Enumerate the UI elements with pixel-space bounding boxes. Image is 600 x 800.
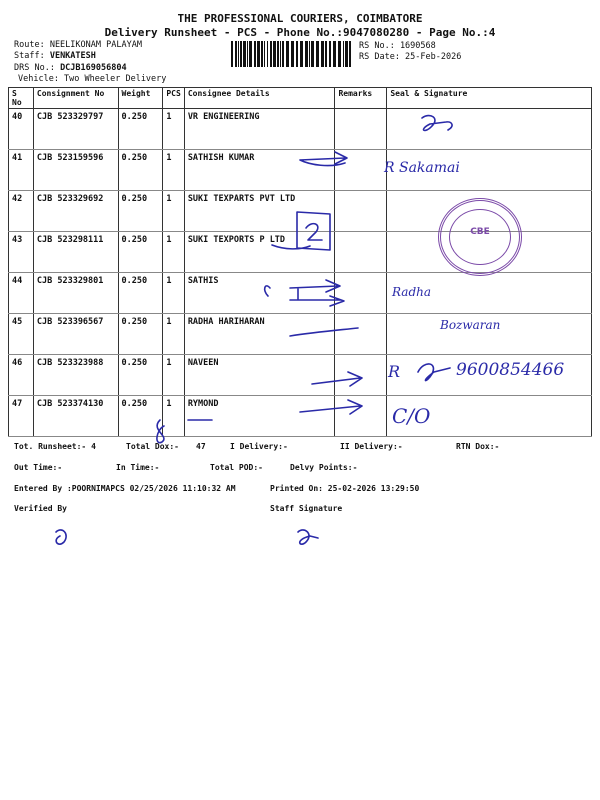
barcode-bar xyxy=(343,41,344,67)
seal-stamp xyxy=(438,198,522,276)
cell-seal xyxy=(387,109,592,150)
col-sno: S No xyxy=(9,88,34,109)
barcode-bar xyxy=(231,41,233,67)
barcode-bar xyxy=(309,41,310,67)
cell-consignment: CJB 523298111 xyxy=(33,232,118,273)
barcode-graphic xyxy=(230,41,355,67)
printed-on: Printed On: 25-02-2026 13:29:50 xyxy=(270,484,420,493)
cell-weight: 0.250 xyxy=(118,150,163,191)
barcode-bar xyxy=(235,41,237,67)
barcode-bar xyxy=(282,41,284,67)
barcode-bar xyxy=(333,41,336,67)
barcode xyxy=(230,41,355,67)
barcode-bar xyxy=(277,41,279,67)
cell-consignment: CJB 523374130 xyxy=(33,396,118,437)
handwritten-signature-45: Bozwaran xyxy=(440,318,501,332)
barcode-bar xyxy=(349,41,351,67)
cell-consignee: SATHIS xyxy=(184,273,335,314)
cell-remarks xyxy=(335,232,387,273)
total-dox-label: Total Dox:- xyxy=(126,442,179,451)
cell-consignment: CJB 523396567 xyxy=(33,314,118,355)
staff-signature-mark xyxy=(298,530,318,544)
barcode-bar xyxy=(243,41,246,67)
cell-remarks xyxy=(335,314,387,355)
stamp-text: CBE xyxy=(470,227,490,237)
table-row xyxy=(9,314,592,355)
cell-consignment: CJB 523329797 xyxy=(33,109,118,150)
drs-label xyxy=(14,63,127,73)
route-label: Route: NEELIKONAM PALAYAM xyxy=(14,40,142,50)
col-remarks: Remarks xyxy=(335,88,387,109)
verified-mark xyxy=(56,530,66,544)
handwritten-initial-46: R xyxy=(388,362,401,381)
cell-sno: 40 xyxy=(9,109,34,150)
cell-remarks xyxy=(335,273,387,314)
cell-sno: 43 xyxy=(9,232,34,273)
cell-consignment: CJB 523329801 xyxy=(33,273,118,314)
cell-consignment: CJB 523329692 xyxy=(33,191,118,232)
staff-signature: Staff Signature xyxy=(270,504,343,513)
cell-sno: 45 xyxy=(9,314,34,355)
cell-pcs: 1 xyxy=(163,232,184,273)
cell-sno: 46 xyxy=(9,355,34,396)
vehicle-label: Vehicle: Two Wheeler Delivery xyxy=(18,74,167,84)
barcode-bar xyxy=(316,41,319,67)
barcode-bar xyxy=(264,41,265,67)
cell-sno: 44 xyxy=(9,273,34,314)
table-row xyxy=(9,150,592,191)
cell-remarks xyxy=(335,150,387,191)
out-time: Out Time:- xyxy=(14,463,63,472)
tot-runsheet: Tot. Runsheet:- 4 xyxy=(14,442,96,451)
barcode-bar xyxy=(291,41,294,67)
barcode-bar xyxy=(345,41,348,67)
barcode-bar xyxy=(300,41,303,67)
barcode-bar xyxy=(257,41,260,67)
barcode-bar xyxy=(247,41,248,67)
cell-remarks xyxy=(335,109,387,150)
entered-by: Entered By :POORNIMAPCS 02/25/2026 11:10:32 AM xyxy=(14,484,236,493)
company-title: THE PROFESSIONAL COURIERS, COIMBATORE xyxy=(177,12,423,25)
cell-remarks xyxy=(335,191,387,232)
cell-weight: 0.250 xyxy=(118,191,163,232)
table-row xyxy=(9,273,592,314)
table-row xyxy=(9,396,592,437)
cell-pcs: 1 xyxy=(163,273,184,314)
cell-consignee: RADHA HARIHARAN xyxy=(184,314,335,355)
drs-value: DCJB169056804 xyxy=(60,63,127,73)
cell-sno: 47 xyxy=(9,396,34,437)
cell-consignee: NAVEEN xyxy=(184,355,335,396)
cell-weight: 0.250 xyxy=(118,109,163,150)
cell-weight: 0.250 xyxy=(118,314,163,355)
total-pod: Total POD:- xyxy=(210,463,263,472)
cell-consignee: RYMOND xyxy=(184,396,335,437)
barcode-bar xyxy=(311,41,314,67)
handwritten-signature-41: R Sakamai xyxy=(384,160,460,176)
cell-pcs: 1 xyxy=(163,150,184,191)
handwritten-note-47: C/O xyxy=(392,404,431,428)
cell-pcs: 1 xyxy=(163,109,184,150)
barcode-bar xyxy=(254,41,256,67)
col-consignment: Consignment No xyxy=(33,88,118,109)
runsheet-subtitle: Delivery Runsheet - PCS - Phone No.:9047080280 - Page No.:4 xyxy=(104,26,496,39)
cell-pcs: 1 xyxy=(163,191,184,232)
barcode-bar xyxy=(321,41,324,67)
barcode-bar xyxy=(280,41,281,67)
cell-pcs: 1 xyxy=(163,396,184,437)
table-header-row xyxy=(9,88,592,109)
barcode-bar xyxy=(261,41,263,67)
barcode-bar xyxy=(296,41,298,67)
cell-consignment: CJB 523159596 xyxy=(33,150,118,191)
barcode-bar xyxy=(286,41,289,67)
cell-weight: 0.250 xyxy=(118,232,163,273)
staff-value: VENKATESH xyxy=(49,51,96,61)
total-dox-value: 47 xyxy=(196,442,206,451)
col-consignee: Consignee Details xyxy=(184,88,335,109)
cell-pcs: 1 xyxy=(163,355,184,396)
col-weight: Weight xyxy=(118,88,163,109)
staff-key: Staff: xyxy=(14,51,50,61)
barcode-bar xyxy=(238,41,239,67)
ii-delivery: II Delivery:- xyxy=(340,442,403,451)
col-pcs: PCS xyxy=(163,88,184,109)
handwritten-phone-46: 9600854466 xyxy=(456,360,565,380)
cell-pcs: 1 xyxy=(163,314,184,355)
delvy-points: Delvy Points:- xyxy=(290,463,358,472)
cell-consignee: SUKI TEXPORTS P LTD xyxy=(184,232,335,273)
table-row xyxy=(9,109,592,150)
staff-label xyxy=(14,51,96,61)
cell-consignee: SUKI TEXPARTS PVT LTD xyxy=(184,191,335,232)
verified-by: Verified By xyxy=(14,504,67,513)
rs-number: RS No.: 1690568 xyxy=(359,41,436,51)
barcode-bar xyxy=(267,41,268,67)
barcode-bar xyxy=(338,41,341,67)
i-delivery: I Delivery:- xyxy=(230,442,288,451)
cell-remarks xyxy=(335,355,387,396)
handwritten-signature-44: Radha xyxy=(392,285,432,299)
cell-weight: 0.250 xyxy=(118,273,163,314)
barcode-bar xyxy=(305,41,308,67)
col-seal-signature: Seal & Signature xyxy=(387,88,592,109)
cell-weight: 0.250 xyxy=(118,355,163,396)
barcode-bar xyxy=(273,41,276,67)
rs-date: RS Date: 25-Feb-2026 xyxy=(359,52,462,62)
barcode-bar xyxy=(249,41,252,67)
cell-consignee: SATHISH KUMAR xyxy=(184,150,335,191)
cell-consignment: CJB 523323988 xyxy=(33,355,118,396)
cell-weight: 0.250 xyxy=(118,396,163,437)
in-time: In Time:- xyxy=(116,463,160,472)
cell-sno: 41 xyxy=(9,150,34,191)
barcode-bar xyxy=(325,41,327,67)
cell-consignee: VR ENGINEERING xyxy=(184,109,335,150)
drs-key: DRS No.: xyxy=(14,63,61,73)
barcode-bar xyxy=(240,41,242,67)
cell-remarks xyxy=(335,396,387,437)
barcode-bar xyxy=(270,41,272,67)
rtn-dox: RTN Dox:- xyxy=(456,442,500,451)
barcode-bar xyxy=(329,41,331,67)
cell-sno: 42 xyxy=(9,191,34,232)
